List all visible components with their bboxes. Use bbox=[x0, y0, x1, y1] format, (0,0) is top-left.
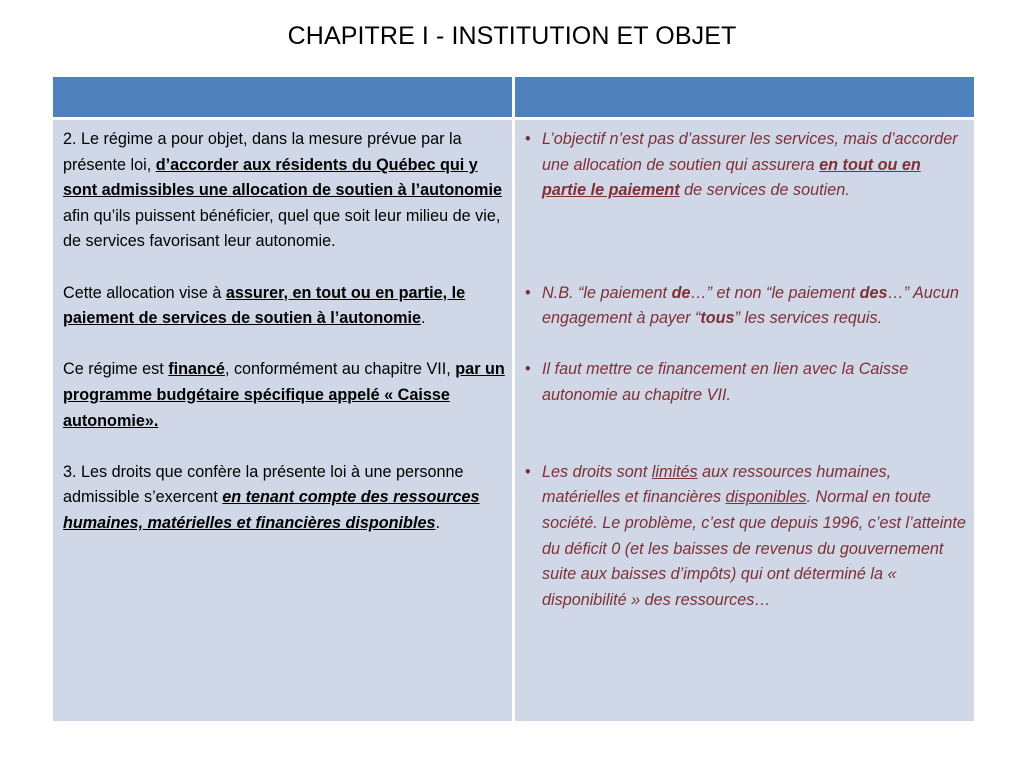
text-run: …” et non “le paiement bbox=[690, 283, 860, 302]
emphasis-text: d’accorder aux résidents du Québec qui y sont admissibles une allocation de soutien à l’autonomie bbox=[63, 155, 502, 200]
emphasis-text: en tout ou en partie le paiement bbox=[542, 155, 921, 200]
text-run: de services de soutien. bbox=[679, 181, 850, 200]
text-run: aux ressources humaines, matérielles et financières bbox=[542, 462, 892, 507]
emphasis-text: limités bbox=[651, 462, 698, 481]
law-text-cell bbox=[53, 120, 512, 721]
text-run: ” les services requis. bbox=[734, 309, 883, 328]
text-run: , conformément au chapitre VII, bbox=[224, 360, 456, 379]
text-run: . Normal en toute société. Le problème, c’est que depuis 1996, c’est l’atteinte du déficit 0 (et les baisses de revenus du gouvernement suite aux baisses d’impôts) qui ont déterminé la « disponibilité » des ressources… bbox=[542, 488, 966, 609]
slide-title: CHAPITRE I - INSTITUTION ET OBJET bbox=[287, 22, 737, 50]
allocation-paragraph bbox=[63, 281, 506, 332]
table-header-right bbox=[515, 77, 974, 117]
bullet-icon: • bbox=[525, 130, 531, 148]
commentary-cell bbox=[515, 120, 974, 721]
text-run: 2. Le régime a pour objet, dans la mesure prévue par la présente loi, bbox=[63, 130, 462, 174]
bullet-icon: • bbox=[525, 283, 531, 302]
emphasis-text: en tenant compte des ressources humaines, matérielles et financières disponibles bbox=[63, 488, 480, 532]
text-run: Ce régime est bbox=[63, 360, 169, 379]
bullet-icon: • bbox=[525, 360, 531, 379]
text-run: . bbox=[421, 309, 426, 328]
emphasis-text: assurer, en tout ou en partie, le paiement de services de soutien à l’autonomie bbox=[63, 283, 466, 328]
text-run: …” Aucun engagement à payer “ bbox=[542, 283, 959, 328]
funding-paragraph bbox=[63, 357, 506, 434]
emphasis-text: par un programme budgétaire spécifique appelé « Caisse autonomie». bbox=[63, 360, 505, 430]
text-run: Les droits sont bbox=[542, 462, 652, 481]
article-3-paragraph bbox=[63, 460, 506, 537]
text-run: Il faut mettre ce financement en lien avec la Caisse autonomie au chapitre VII. bbox=[542, 360, 909, 404]
text-run: . bbox=[435, 513, 440, 532]
emphasis-text: de bbox=[671, 283, 691, 302]
bullet-icon: • bbox=[525, 462, 531, 481]
text-run: 3. Les droits que confère la présente loi à une personne admissible s’exercent bbox=[63, 462, 464, 507]
emphasis-text: disponibles bbox=[725, 488, 807, 507]
article-2-paragraph bbox=[63, 127, 506, 255]
text-run: N.B. “le paiement bbox=[542, 283, 672, 302]
emphasis-text: des bbox=[859, 283, 888, 302]
table-header-left bbox=[53, 77, 512, 117]
text-run: Cette allocation vise à bbox=[63, 283, 226, 302]
commentary-bullet-objective bbox=[525, 127, 968, 204]
text-run: L’objectif n’est pas d’assurer les services, mais d’accorder une allocation de soutien qui assurera bbox=[542, 130, 958, 174]
emphasis-text: financé bbox=[168, 360, 225, 379]
commentary-bullet-nb bbox=[525, 281, 968, 332]
text-run: afin qu’ils puissent bénéficier, quel que soit leur milieu de vie, de services favorisant leur autonomie. bbox=[63, 206, 501, 251]
commentary-bullet-limits bbox=[525, 460, 968, 614]
commentary-bullet-funding bbox=[525, 357, 968, 408]
content-table bbox=[53, 77, 974, 721]
emphasis-text: tous bbox=[700, 309, 735, 328]
